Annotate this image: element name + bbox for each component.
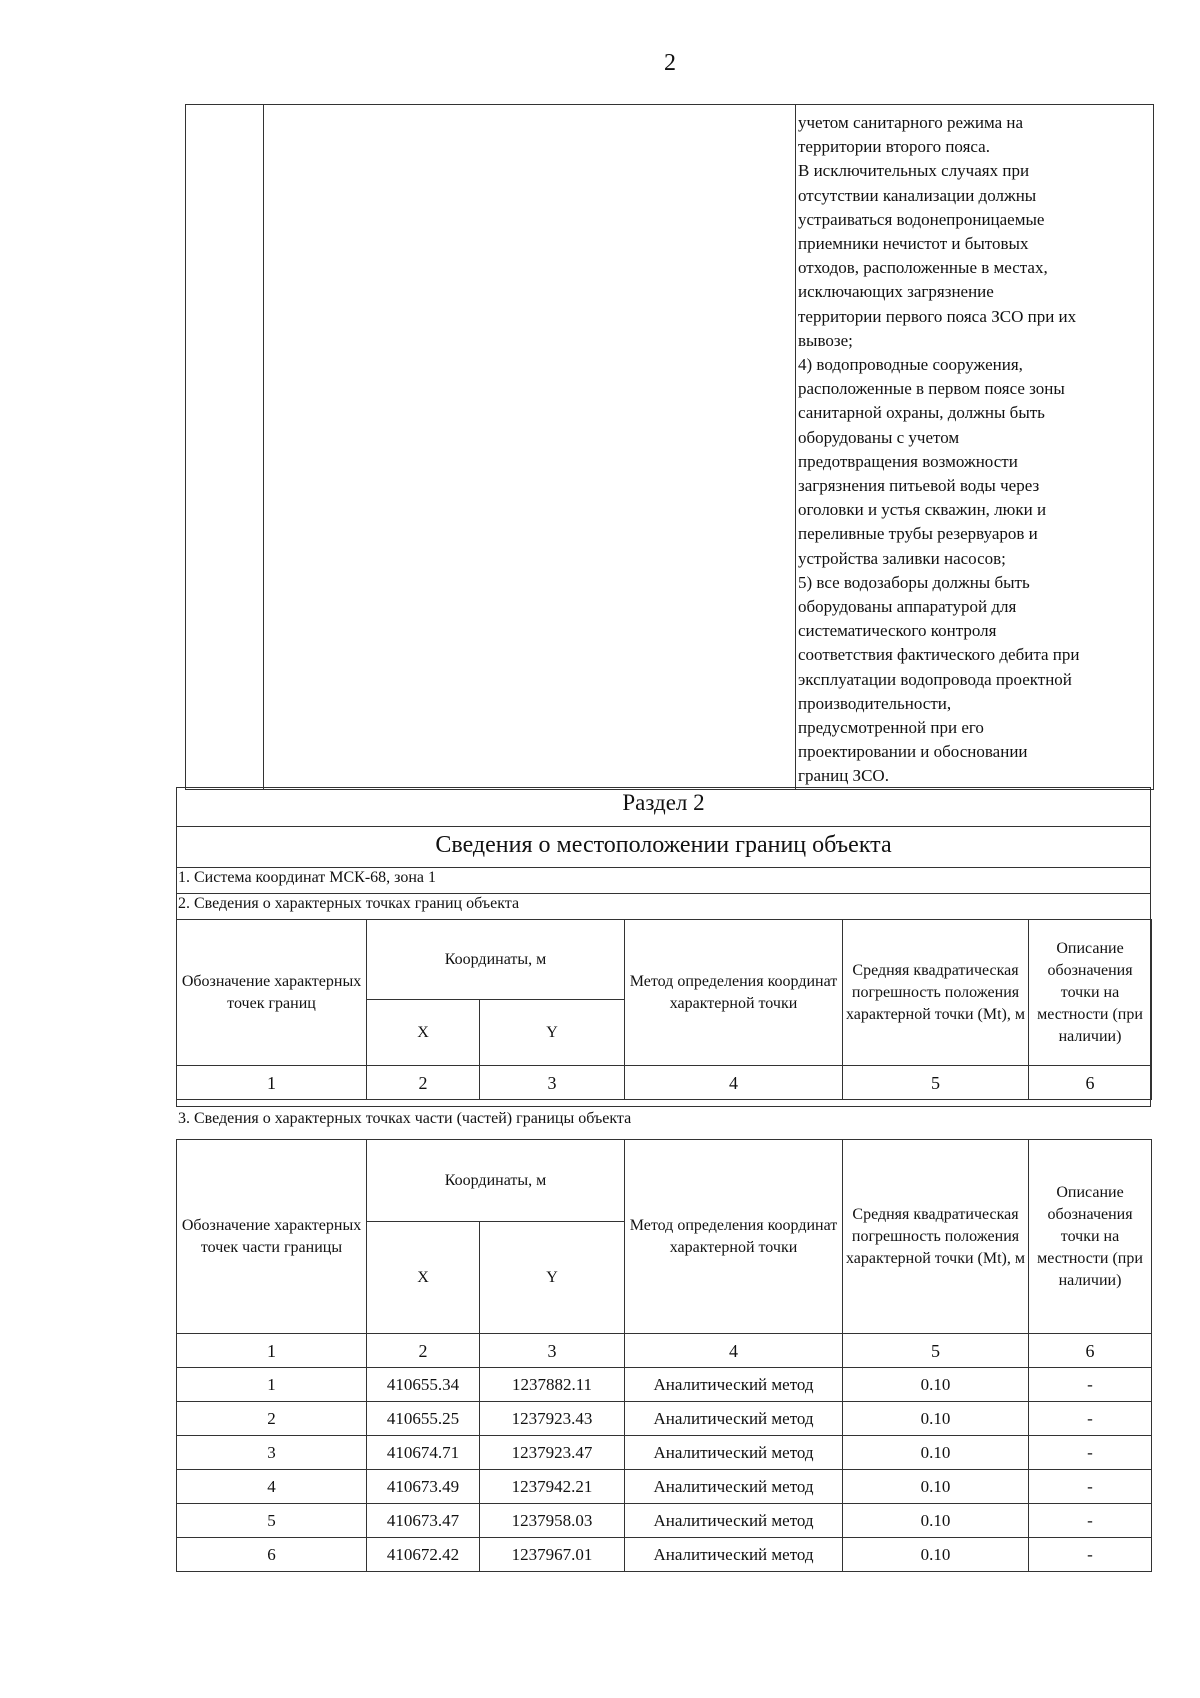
section-frame-top: [176, 787, 1151, 788]
t1-desc-header: Описание обозначения точки на местности (при наличии): [1029, 920, 1152, 1066]
t1-num-5: 5: [843, 1066, 1029, 1100]
t2-error-header: Средняя квадратическая погрешность положения характерной точки (Mt), м: [843, 1140, 1029, 1334]
t1-num-6: 6: [1029, 1066, 1152, 1100]
row-desc: -: [1029, 1538, 1152, 1572]
row-method: Аналитический метод: [625, 1368, 843, 1402]
row-y: 1237942.21: [480, 1470, 625, 1504]
points-title-line: 2. Сведения о характерных точках границ объекта: [178, 895, 520, 912]
part-line-top: [176, 1106, 1151, 1107]
row-y: 1237923.47: [480, 1436, 625, 1470]
t2-num-4: 4: [625, 1334, 843, 1368]
table-row: [177, 1368, 1152, 1402]
row-method: Аналитический метод: [625, 1402, 843, 1436]
row-point-number: 1: [177, 1368, 367, 1402]
t2-num-2: 2: [367, 1334, 480, 1368]
row-mt: 0.10: [843, 1436, 1029, 1470]
t2-num-1: 1: [177, 1334, 367, 1368]
t2-num-6: 6: [1029, 1334, 1152, 1368]
t1-y-header: Y: [480, 1000, 625, 1066]
row-method: Аналитический метод: [625, 1504, 843, 1538]
part-points-table: [176, 1139, 1152, 1572]
row-x: 410672.42: [367, 1538, 480, 1572]
t2-num-3: 3: [480, 1334, 625, 1368]
table-row: [177, 1402, 1152, 1436]
t2-y-header: Y: [480, 1222, 625, 1334]
row-x: 410655.34: [367, 1368, 480, 1402]
row-mt: 0.10: [843, 1402, 1029, 1436]
table-row: [177, 1470, 1152, 1504]
t1-col1-header: Обозначение характерных точек границ: [177, 920, 367, 1066]
row-method: Аналитический метод: [625, 1470, 843, 1504]
row-desc: -: [1029, 1402, 1152, 1436]
row-y: 1237923.43: [480, 1402, 625, 1436]
row-desc: -: [1029, 1436, 1152, 1470]
t1-method-header: Метод определения координат характерной точки: [625, 920, 843, 1066]
table-row: [177, 1504, 1152, 1538]
t1-num-3: 3: [480, 1066, 625, 1100]
t1-coords-header: Координаты, м: [367, 920, 625, 1000]
row-desc: -: [1029, 1504, 1152, 1538]
t2-coords-header: Координаты, м: [367, 1140, 625, 1222]
t2-num-5: 5: [843, 1334, 1029, 1368]
row-desc: -: [1029, 1368, 1152, 1402]
continuation-text: учетом санитарного режима на территории второго пояса. В исключительных случаях при отсутствии канализации должны устраиваться водонепроницаемые приемники нечистот и бытовых отходов, расположенные в местах, исключающих загрязнение территории первого пояса ЗСО при их вывозе; 4) водопроводные сооружения, расположенные в первом поясе зоны санитарной охраны, должны быть оборудованы с учетом предотвращения возможности загрязнения питьевой воды через оголовки и устья скважин, люки и переливные трубы резервуаров и устройства заливки насосов; 5) все водозаборы должны быть оборудованы аппаратурой для систематического контроля соответствия фактического дебита при эксплуатации водопровода проектной производительности, предусмотренной при его проектировании и обосновании границ ЗСО.: [798, 113, 1080, 786]
t2-x-header: X: [367, 1222, 480, 1334]
section-title: Раздел 2: [622, 790, 705, 815]
row-mt: 0.10: [843, 1368, 1029, 1402]
row-point-number: 2: [177, 1402, 367, 1436]
row-x: 410673.49: [367, 1470, 480, 1504]
t1-x-header: X: [367, 1000, 480, 1066]
table-row: [177, 1538, 1152, 1572]
section-subtitle: Сведения о местоположении границ объекта: [435, 832, 892, 858]
points-table: [176, 919, 1152, 1100]
t1-error-header: Средняя квадратическая погрешность положения характерной точки (Mt), м: [843, 920, 1029, 1066]
t2-col1-header: Обозначение характерных точек части границы: [177, 1140, 367, 1334]
row-y: 1237882.11: [480, 1368, 625, 1402]
row-method: Аналитический метод: [625, 1436, 843, 1470]
row-point-number: 6: [177, 1538, 367, 1572]
section-divider: [176, 826, 1151, 827]
row-x: 410674.71: [367, 1436, 480, 1470]
row-x: 410655.25: [367, 1402, 480, 1436]
row-point-number: 3: [177, 1436, 367, 1470]
section-frame-bottom: [176, 867, 1151, 868]
row-mt: 0.10: [843, 1538, 1029, 1572]
row-y: 1237958.03: [480, 1504, 625, 1538]
continuation-text-cell: [796, 105, 1154, 790]
row-mt: 0.10: [843, 1504, 1029, 1538]
t2-desc-header: Описание обозначения точки на местности (при наличии): [1029, 1140, 1152, 1334]
row-mt: 0.10: [843, 1470, 1029, 1504]
row-point-number: 5: [177, 1504, 367, 1538]
t1-num-2: 2: [367, 1066, 480, 1100]
t2-method-header: Метод определения координат характерной точки: [625, 1140, 843, 1334]
continuation-cell-empty-2: [264, 105, 796, 790]
row-y: 1237967.01: [480, 1538, 625, 1572]
t1-num-4: 4: [625, 1066, 843, 1100]
coordinate-system-line: 1. Система координат МСК-68, зона 1: [178, 869, 437, 886]
page-number: 2: [664, 50, 676, 76]
row-x: 410673.47: [367, 1504, 480, 1538]
continuation-cell-empty-1: [186, 105, 264, 790]
coord-line-divider: [176, 893, 1151, 894]
row-method: Аналитический метод: [625, 1538, 843, 1572]
t1-num-1: 1: [177, 1066, 367, 1100]
table-row: [177, 1436, 1152, 1470]
continuation-table: [185, 104, 1154, 790]
part-points-title-line: 3. Сведения о характерных точках части (частей) границы объекта: [178, 1110, 632, 1127]
row-desc: -: [1029, 1470, 1152, 1504]
row-point-number: 4: [177, 1470, 367, 1504]
